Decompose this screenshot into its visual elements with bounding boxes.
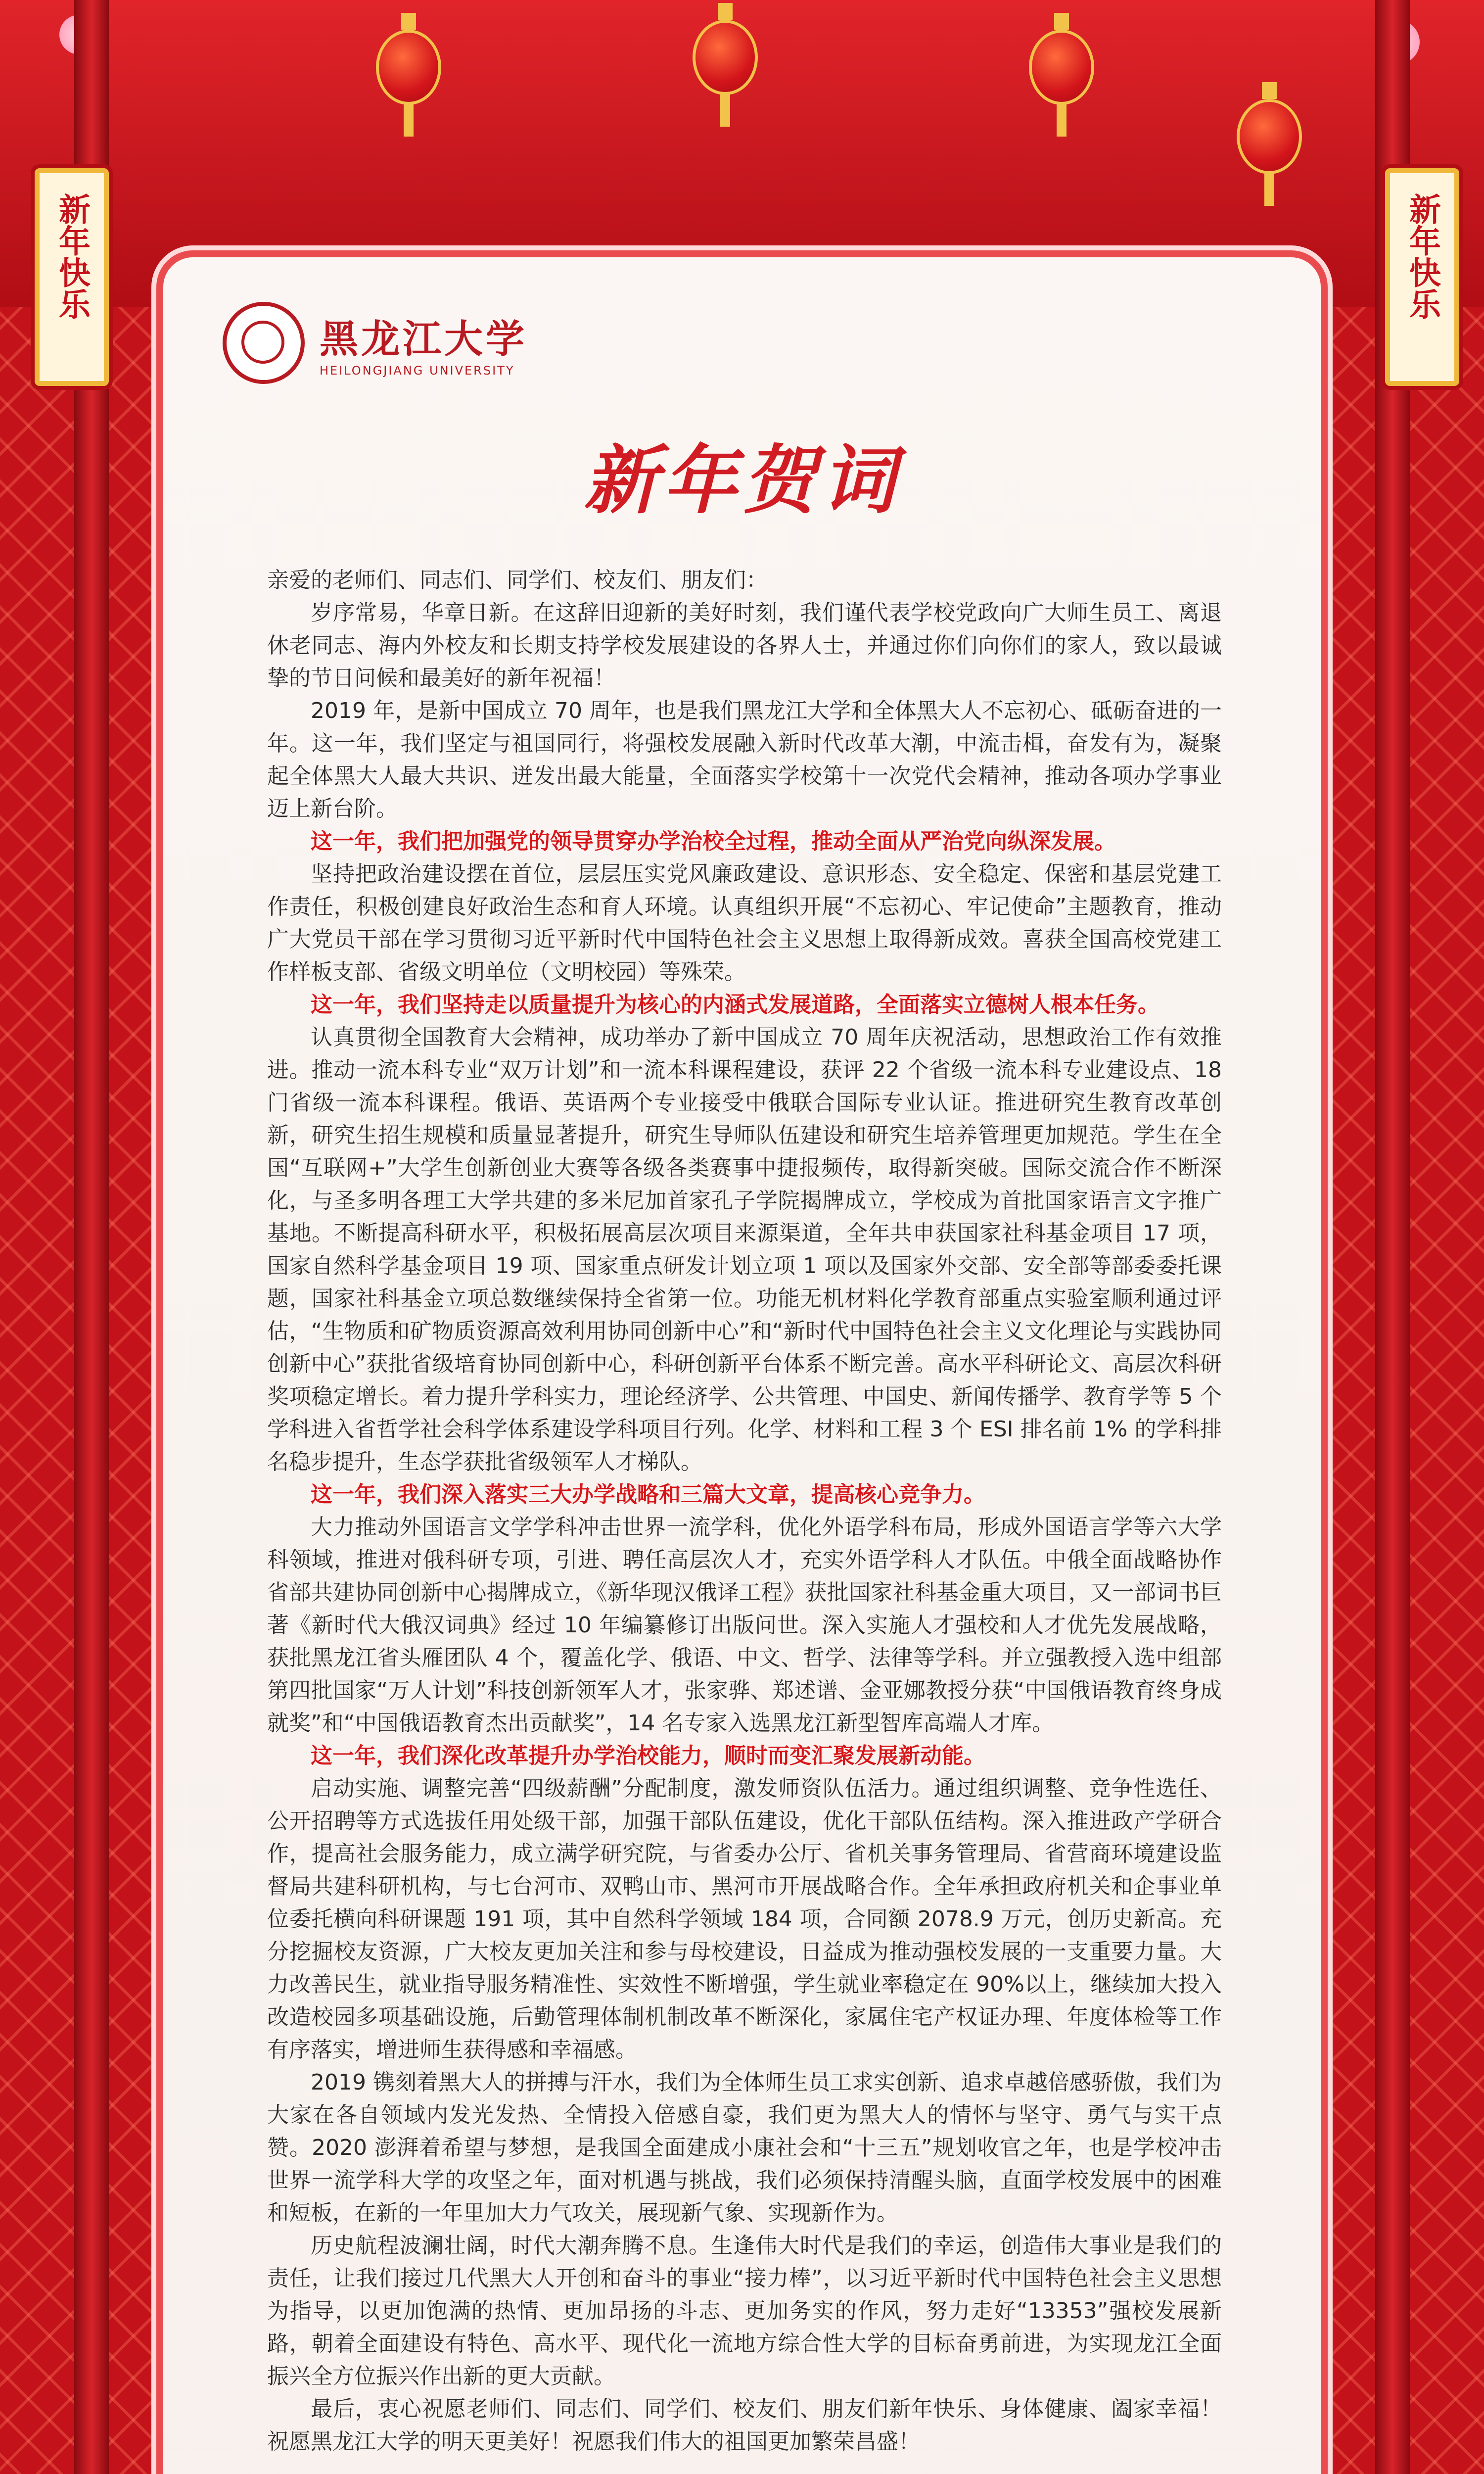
lantern-icon [376, 30, 441, 105]
letter-body [267, 564, 1222, 2458]
body-paragraph: 2019 年，是新中国成立 70 周年，也是我们黑龙江大学和全体黑大人不忘初心、砥砺奋进的一年。这一年，我们坚定与祖国同行，将强校发展融入新时代改革大潮，中流击楫，奋发有为，凝聚起全体黑大人最大共识、迸发出最大能量，全面落实学校第十一次党代会精神，推动各项办学事业迈上新台阶。 [267, 698, 1222, 821]
right-side-banner [1385, 168, 1459, 386]
body-paragraph: 历史航程波澜壮阔，时代大潮奔腾不息。生逢伟大时代是我们的幸运，创造伟大事业是我们的责任，让我们接过几代黑大人开创和奋斗的事业“接力棒”，以习近平新时代中国特色社会主义思想为指导，以更加饱满的热情、更加昂扬的斗志、更加务实的作风，努力走好“13353”强校发展新路，朝着全面建设有特色、高水平、现代化一流地方综合性大学的目标奋勇前进，为实现龙江全面振兴全方位振兴作出新的更大贡献。 [267, 2233, 1222, 2389]
left-side-banner-text: 新年快乐 [53, 193, 91, 320]
body-paragraph: 坚持把政治建设摆在首位，层层压实党风廉政建设、意识形态、安全稳定、保密和基层党建工作责任，积极创建良好政治生态和育人环境。认真组织开展“不忘初心、牢记使命”主题教育，推动广大党员干部在学习贯彻习近平新时代中国特色社会主义思想上取得新成效。喜获全国高校党建工作样板支部、省级文明单位（文明校园）等殊荣。 [267, 861, 1222, 985]
highlight-paragraph: 这一年，我们坚持走以质量提升为核心的内涵式发展道路，全面落实立德树人根本任务。 [311, 992, 1159, 1017]
lantern-icon [1237, 99, 1302, 174]
body-paragraph: 最后，衷心祝愿老师们、同志们、同学们、校友们、朋友们新年快乐、身体健康、阖家幸福！祝愿黑龙江大学的明天更美好！祝愿我们伟大的祖国更加繁荣昌盛！ [267, 2396, 1222, 2454]
lantern-icon [693, 20, 758, 95]
highlight-paragraph: 这一年，我们深入落实三大办学战略和三篇大文章，提高核心竞争力。 [311, 1482, 985, 1507]
left-side-banner [35, 168, 109, 386]
body-paragraph: 亲爱的老师们、同志们、同学们、校友们、朋友们： [267, 568, 768, 593]
university-logo [223, 302, 527, 384]
letter-paper [163, 257, 1321, 2474]
university-seal-icon [223, 302, 305, 384]
body-paragraph: 大力推动外国语言文学学科冲击世界一流学科，优化外语学科布局，形成外国语言学等六大学科领域，推进对俄科研专项，引进、聘任高层次人才，充实外语学科人才队伍。中俄全面战略协作省部共建协同创新中心揭牌成立，《新华现汉俄译工程》获批国家社科基金重大项目，又一部词书巨著《新时代大俄汉词典》经过 10 年编纂修订出版问世。深入实施人才强校和人才优先发展战略，获批黑龙江省头雁团队 4 个，覆盖化学、俄语、中文、哲学、法律等学科。并立强教授入选中组部第四批国家“万人计划”科技创新领军人才，张家骅、郑述谱、金亚娜教授分获“中国俄语教育终身成就奖”和“中国俄语教育杰出贡献奖”，14 名专家入选黑龙江新型智库高端人才库。 [267, 1515, 1222, 1736]
highlight-paragraph: 这一年，我们把加强党的领导贯穿办学治校全过程，推动全面从严治党向纵深发展。 [311, 829, 1116, 854]
right-side-banner-text: 新年快乐 [1404, 193, 1441, 320]
body-paragraph: 岁序常易，华章日新。在这辞旧迎新的美好时刻，我们谨代表学校党政向广大师生员工、离退休老同志、海内外校友和长期支持学校发展建设的各界人士，并通过你们向你们的家人，致以最诚挚的节日问候和最美好的新年祝福！ [267, 600, 1222, 691]
university-name-en: HEILONGJIANG UNIVERSITY [320, 364, 515, 378]
body-paragraph: 启动实施、调整完善“四级薪酬”分配制度，激发师资队伍活力。通过组织调整、竞争性选任、公开招聘等方式选拔任用处级干部，加强干部队伍建设，优化干部队伍结构。深入推进政产学研合作，提高社会服务能力，成立满学研究院，与省委办公厅、省机关事务管理局、省营商环境建设监督局共建科研机构，与七台河市、双鸭山市、黑河市开展战略合作。全年承担政府机关和企事业单位委托横向科研课题 191 项，其中自然科学领域 184 项，合同额 2078.9 万元，创历史新高。充分挖掘校友资源，广大校友更加关注和参与母校建设，日益成为推动强校发展的一支重要力量。大力改善民生，就业指导服务精准性、实效性不断增强，学生就业率稳定在 90%以上，继续加大投入改造校园多项基础设施，后勤管理体制机制改革不断深化，家属住宅产权证办理、年度体检等工作有序落实，增进师生获得感和幸福感。 [267, 1776, 1222, 2062]
body-paragraph: 认真贯彻全国教育大会精神，成功举办了新中国成立 70 周年庆祝活动，思想政治工作有效推进。推动一流本科专业“双万计划”和一流本科课程建设，获评 22 个省级一流本科专业建设点、18 门省级一流本科课程。俄语、英语两个专业接受中俄联合国际专业认证。推进研究生教育改革创新，研究生招生规模和质量显著提升，研究生导师队伍建设和研究生培养管理更加规范。学生在全国“互联网+”大学生创新创业大赛等各级各类赛事中捷报频传，取得新突破。国际交流合作不断深化，与圣多明各理工大学共建的多米尼加首家孔子学院揭牌成立，学校成为首批国家语言文字推广基地。不断提高科研水平，积极拓展高层次项目来源渠道，全年共申获国家社科基金项目 17 项，国家自然科学基金项目 19 项、国家重点研发计划立项 1 项以及国家外交部、安全部等部委委托课题，国家社科基金立项总数继续保持全省第一位。功能无机材料化学教育部重点实验室顺利通过评估，“生物质和矿物质资源高效利用协同创新中心”和“新时代中国特色社会主义文化理论与实践协同创新中心”获批省级培育协同创新中心，科研创新平台体系不断完善。高水平科研论文、高层次科研奖项稳定增长。着力提升学科实力，理论经济学、公共管理、中国史、新闻传播学、教育学等 5 个学科进入省哲学社会科学体系建设学科项目行列。化学、材料和工程 3 个 ESI 排名前 1% 的学科排名稳步提升，生态学获批省级领军人才梯队。 [267, 1025, 1222, 1475]
university-name-cn: 黑龙江大学 [320, 317, 528, 362]
highlight-paragraph: 这一年，我们深化改革提升办学治校能力，顺时而变汇聚发展新动能。 [311, 1743, 985, 1768]
body-paragraph: 2019 镌刻着黑大人的拼搏与汗水，我们为全体师生员工求实创新、追求卓越倍感骄傲，我们为大家在各自领域内发光发热、全情投入倍感自豪，我们更为黑大人的情怀与坚守、勇气与实干点赞。2020 澎湃着希望与梦想，是我国全面建成小康社会和“十三五”规划收官之年，也是学校冲击世界一流学科大学的攻坚之年，面对机遇与挑战，我们必须保持清醒头脑，直面学校发展中的困难和短板，在新的一年里加大力气攻关，展现新气象、实现新作为。 [267, 2070, 1222, 2226]
page-title: 新年贺词 [583, 437, 900, 524]
lantern-icon [1029, 30, 1094, 105]
